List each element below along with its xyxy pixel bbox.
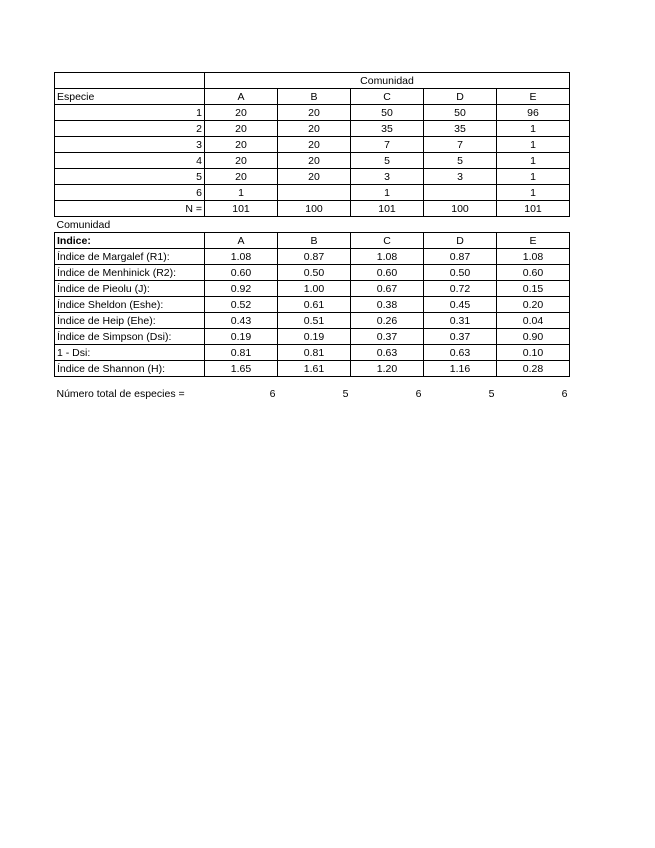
species-row-value: 1 — [497, 169, 570, 185]
n-value: 101 — [205, 201, 278, 217]
n-value: 100 — [424, 201, 497, 217]
index-row — [55, 329, 570, 345]
species-row-label: 2 — [55, 121, 205, 137]
index-row — [55, 297, 570, 313]
index-row-value: 0.81 — [205, 345, 278, 361]
species-row-value: 20 — [278, 105, 351, 121]
n-value: 101 — [351, 201, 424, 217]
species-row-value — [278, 185, 351, 201]
total-species-value: 6 — [561, 388, 568, 400]
species-row-value: 20 — [278, 153, 351, 169]
index-row-value: 0.92 — [205, 281, 278, 297]
index-row-label: Índice de Shannon (H): — [55, 361, 205, 377]
species-row-value: 20 — [205, 105, 278, 121]
index-row-value: 1.20 — [351, 361, 424, 377]
species-row-value: 1 — [205, 185, 278, 201]
index-row-value: 0.38 — [351, 297, 424, 313]
species-row-label: 1 — [55, 105, 205, 121]
species-row-value: 7 — [351, 137, 424, 153]
index-row — [55, 313, 570, 329]
index-row-value: 1.08 — [351, 249, 424, 265]
species-row-value: 20 — [205, 169, 278, 185]
index-row-value: 0.19 — [278, 329, 351, 345]
index-row-value: 0.37 — [424, 329, 497, 345]
index-row-value: 0.52 — [205, 297, 278, 313]
index-row-value: 0.37 — [351, 329, 424, 345]
column-header: A — [205, 233, 278, 249]
section-label-row — [55, 217, 570, 233]
index-row-value: 0.50 — [424, 265, 497, 281]
species-row-value: 3 — [351, 169, 424, 185]
index-row-value: 0.63 — [351, 345, 424, 361]
corner-cell — [55, 73, 205, 89]
index-row-value: 1.65 — [205, 361, 278, 377]
species-row — [55, 169, 570, 185]
species-row — [55, 153, 570, 169]
index-row-value: 0.51 — [278, 313, 351, 329]
index-row-label: Índice de Heip (Ehe): — [55, 313, 205, 329]
species-row-value: 20 — [205, 137, 278, 153]
species-row-value: 1 — [351, 185, 424, 201]
index-row-label: Índice de Margalef (R1): — [55, 249, 205, 265]
index-row — [55, 345, 570, 361]
species-row-label: 3 — [55, 137, 205, 153]
species-row-value: 3 — [424, 169, 497, 185]
index-row-value: 0.60 — [497, 265, 570, 281]
species-row-value: 1 — [497, 185, 570, 201]
index-row-value: 0.28 — [497, 361, 570, 377]
species-row — [55, 121, 570, 137]
species-row-value: 1 — [497, 121, 570, 137]
data-table — [54, 72, 570, 403]
column-header: C — [351, 89, 424, 105]
index-row-value: 1.00 — [278, 281, 351, 297]
species-row-value: 1 — [497, 137, 570, 153]
column-header-row — [55, 89, 570, 105]
index-header: Indice: — [55, 233, 205, 249]
species-row-value: 20 — [205, 121, 278, 137]
index-row-value: 0.20 — [497, 297, 570, 313]
column-header: A — [205, 89, 278, 105]
species-row-value: 20 — [278, 137, 351, 153]
n-label: N = — [55, 201, 205, 217]
spreadsheet — [54, 72, 570, 403]
index-row-value: 0.60 — [205, 265, 278, 281]
index-row-label: 1 - Dsi: — [55, 345, 205, 361]
total-species-value: 6 — [269, 388, 276, 400]
total-species-value: 5 — [488, 388, 495, 400]
index-row-value: 0.31 — [424, 313, 497, 329]
species-row-value: 20 — [278, 121, 351, 137]
species-row-value: 20 — [205, 153, 278, 169]
index-row-value: 0.72 — [424, 281, 497, 297]
index-row-value: 1.61 — [278, 361, 351, 377]
species-row-label: 5 — [55, 169, 205, 185]
index-row-value: 0.61 — [278, 297, 351, 313]
index-row-value: 1.08 — [205, 249, 278, 265]
index-row-value: 0.26 — [351, 313, 424, 329]
species-row-value: 20 — [278, 169, 351, 185]
species-label: Especie — [55, 89, 205, 105]
species-row-value: 50 — [424, 105, 497, 121]
index-row — [55, 361, 570, 377]
species-row-label: 4 — [55, 153, 205, 169]
column-header: E — [497, 233, 570, 249]
index-row-value: 0.87 — [278, 249, 351, 265]
species-row-value: 50 — [351, 105, 424, 121]
index-row — [55, 265, 570, 281]
species-row-value: 1 — [497, 153, 570, 169]
species-row-value: 5 — [351, 153, 424, 169]
index-row-value: 0.90 — [497, 329, 570, 345]
n-row — [55, 201, 570, 217]
column-header: C — [351, 233, 424, 249]
index-row-value: 0.19 — [205, 329, 278, 345]
index-row-value: 0.15 — [497, 281, 570, 297]
community-header: Comunidad — [205, 73, 570, 89]
column-header: B — [278, 233, 351, 249]
index-row-value: 0.87 — [424, 249, 497, 265]
index-row — [55, 249, 570, 265]
index-row-value: 0.10 — [497, 345, 570, 361]
species-row — [55, 137, 570, 153]
index-row-value: 0.60 — [351, 265, 424, 281]
index-row-value: 0.04 — [497, 313, 570, 329]
index-row-value: 0.45 — [424, 297, 497, 313]
index-row-value: 0.43 — [205, 313, 278, 329]
total-species-value: 5 — [342, 388, 349, 400]
species-row-value: 35 — [424, 121, 497, 137]
column-header: D — [424, 89, 497, 105]
species-row — [55, 185, 570, 201]
index-row-value: 1.16 — [424, 361, 497, 377]
species-row-value: 5 — [424, 153, 497, 169]
index-row-label: Índice Sheldon (Eshe): — [55, 297, 205, 313]
index-header-row — [55, 233, 570, 249]
total-species-value: 6 — [415, 388, 422, 400]
index-row-label: Índice de Menhinick (R2): — [55, 265, 205, 281]
index-row-value: 0.50 — [278, 265, 351, 281]
column-header: D — [424, 233, 497, 249]
column-header: E — [497, 89, 570, 105]
index-row — [55, 281, 570, 297]
species-row-label: 6 — [55, 185, 205, 201]
index-row-label: Índice de Simpson (Dsi): — [55, 329, 205, 345]
total-species-label: Número total de especies = — [56, 388, 185, 400]
index-row-value: 1.08 — [497, 249, 570, 265]
index-row-value: 0.63 — [424, 345, 497, 361]
index-row-value: 0.67 — [351, 281, 424, 297]
index-row-label: Índice de Pieolu (J): — [55, 281, 205, 297]
community-header-row — [55, 73, 570, 89]
species-row-value: 7 — [424, 137, 497, 153]
total-species-row — [55, 385, 570, 403]
species-row-value: 96 — [497, 105, 570, 121]
index-row-value: 0.81 — [278, 345, 351, 361]
n-value: 100 — [278, 201, 351, 217]
n-value: 101 — [497, 201, 570, 217]
section-label: Comunidad — [56, 218, 111, 231]
species-row-value — [424, 185, 497, 201]
species-row-value: 35 — [351, 121, 424, 137]
column-header: B — [278, 89, 351, 105]
species-row — [55, 105, 570, 121]
